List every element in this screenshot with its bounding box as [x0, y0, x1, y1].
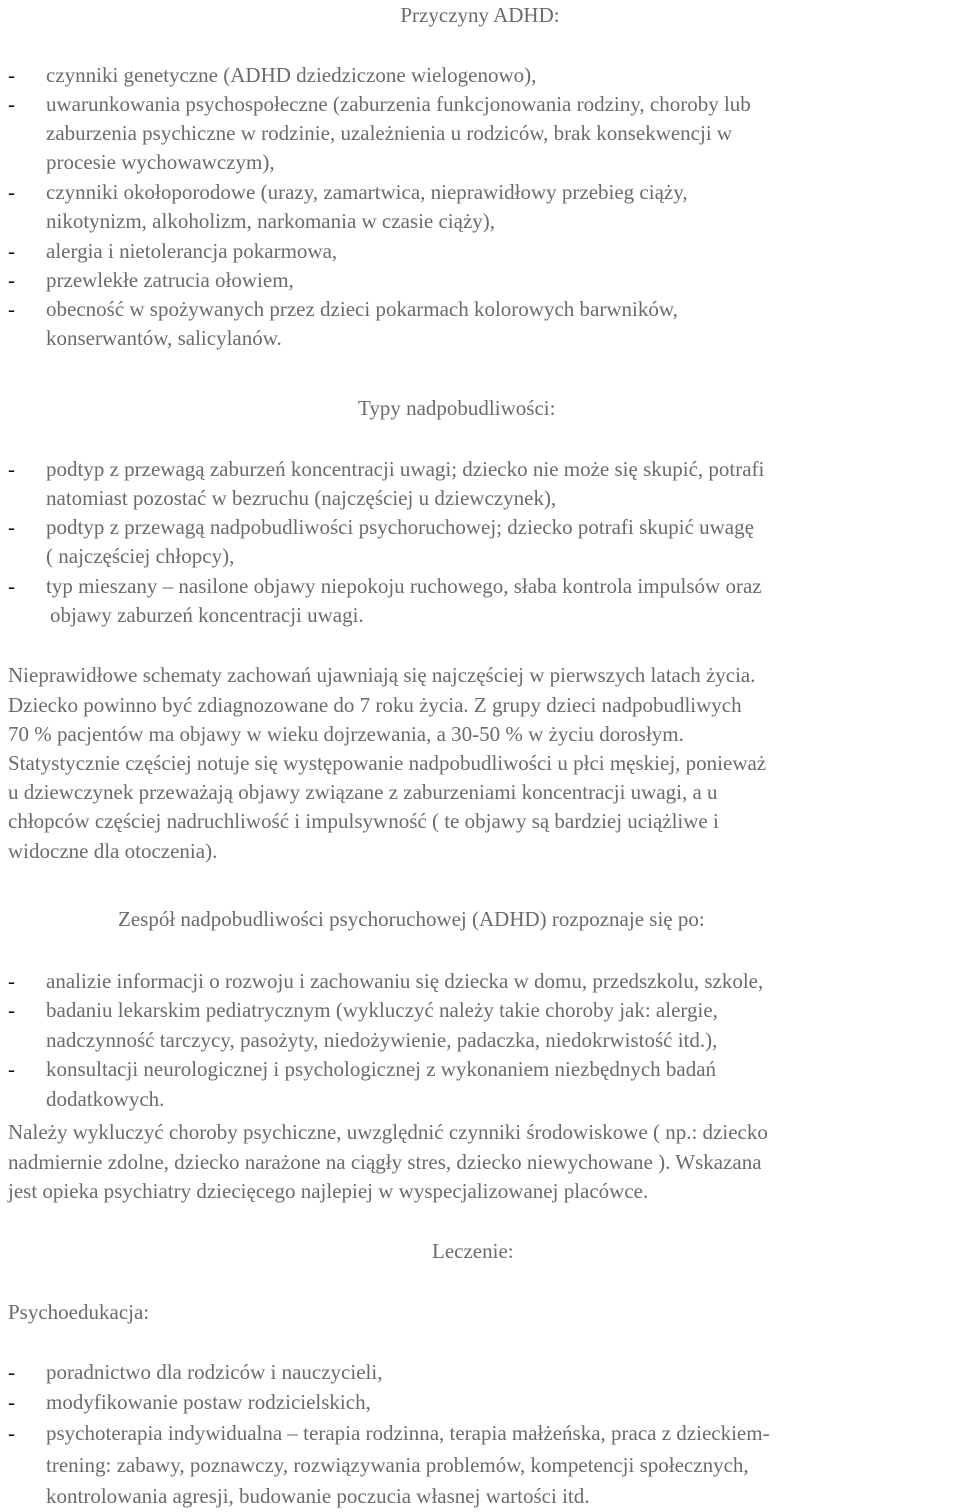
bullet-dash: - [8, 92, 15, 116]
types-paragraph-line: Nieprawidłowe schematy zachowań ujawniają się najczęściej w pierwszych latach życia. [8, 663, 756, 687]
types-item-3: typ mieszany – nasilone objawy niepokoju ruchowego, słaba kontrola impulsów oraz [46, 574, 762, 598]
types-item-1: podtyp z przewagą zaburzeń koncentracji uwagi; dziecko nie może się skupić, potrafi [46, 457, 765, 481]
bullet-dash: - [8, 1360, 15, 1384]
diagnosis-item-3: konsultacji neurologicznej i psychologicznej z wykonaniem niezbędnych badań [46, 1057, 717, 1081]
treatment-subtitle: Psychoedukacja: [8, 1300, 150, 1324]
diagnosis-paragraph-line: nadmiernie zdolne, dziecko narażone na ciągły stres, dziecko niewychowane ). Wskazana [8, 1150, 762, 1174]
bullet-dash: - [8, 1390, 15, 1414]
diagnosis-item-2: badaniu lekarskim pediatrycznym (wykluczyć należy takie choroby jak: alergie, [46, 998, 718, 1022]
bullet-dash: - [8, 457, 15, 481]
bullet-dash: - [8, 239, 15, 263]
treatment-item-1: poradnictwo dla rodziców i nauczycieli, [46, 1360, 383, 1384]
types-item-3-cont: objawy zaburzeń koncentracji uwagi. [50, 603, 364, 627]
causes-item-3-cont: nikotynizm, alkoholizm, narkomania w czasie ciąży), [46, 209, 496, 233]
bullet-dash: - [8, 574, 15, 598]
types-item-1-cont: natomiast pozostać w bezruchu (najczęściej u dziewczynek), [46, 486, 557, 510]
diagnosis-item-1: analizie informacji o rozwoju i zachowaniu się dziecka w domu, przedszkolu, szkole, [46, 969, 764, 993]
types-paragraph-line: Statystycznie częściej notuje się występowanie nadpobudliwości u płci męskiej, ponieważ [8, 751, 767, 775]
bullet-dash: - [8, 297, 15, 321]
types-paragraph-line: 70 % pacjentów ma objawy w wieku dojrzewania, a 30-50 % w życiu dorosłym. [8, 722, 684, 746]
types-paragraph-line: chłopców częściej nadruchliwość i impulsywność ( te objawy są bardziej uciążliwe i [8, 809, 719, 833]
causes-item-6-cont: konserwantów, salicylanów. [46, 326, 282, 350]
bullet-dash: - [8, 1421, 15, 1445]
causes-item-3: czynniki okołoporodowe (urazy, zamartwica, nieprawidłowy przebieg ciąży, [46, 180, 688, 204]
bullet-dash: - [8, 268, 15, 292]
types-paragraph-line: u dziewczynek przeważają objawy związane z zaburzeniami koncentracji uwagi, a u [8, 780, 718, 804]
treatment-item-3: psychoterapia indywidualna – terapia rodzinna, terapia małżeńska, praca z dzieckiem- [46, 1421, 770, 1445]
types-item-2-cont: ( najczęściej chłopcy), [46, 544, 235, 568]
diagnosis-title: Zespół nadpobudliwości psychoruchowej (ADHD) rozpoznaje się po: [118, 907, 705, 931]
bullet-dash: - [8, 63, 15, 87]
causes-item-5: przewlekłe zatrucia ołowiem, [46, 268, 294, 292]
treatment-item-2: modyfikowanie postaw rodzicielskich, [46, 1390, 371, 1414]
diagnosis-item-2-cont: nadczynność tarczycy, pasożyty, niedożywienie, padaczka, niedokrwistość itd.), [46, 1028, 718, 1052]
bullet-dash: - [8, 515, 15, 539]
diagnosis-paragraph-line: Należy wykluczyć choroby psychiczne, uwzględnić czynniki środowiskowe ( np.: dziecko [8, 1120, 768, 1144]
causes-item-4: alergia i nietolerancja pokarmowa, [46, 239, 338, 263]
types-paragraph-line: widoczne dla otoczenia). [8, 839, 218, 863]
bullet-dash: - [8, 1057, 15, 1081]
causes-item-2-cont: procesie wychowawczym), [46, 150, 275, 174]
types-paragraph-line: Dziecko powinno być zdiagnozowane do 7 roku życia. Z grupy dzieci nadpobudliwych [8, 693, 742, 717]
causes-item-2: uwarunkowania psychospołeczne (zaburzenia funkcjonowania rodziny, choroby lub [46, 92, 751, 116]
types-title: Typy nadpobudliwości: [358, 396, 556, 420]
treatment-item-3-cont: trening: zabawy, poznawczy, rozwiązywania problemów, kompetencji społecznych, [46, 1453, 749, 1477]
bullet-dash: - [8, 969, 15, 993]
treatment-item-3-cont: kontrolowania agresji, budowanie poczucia własnej wartości itd. [46, 1484, 590, 1508]
causes-item-6: obecność w spożywanych przez dzieci pokarmach kolorowych barwników, [46, 297, 678, 321]
bullet-dash: - [8, 998, 15, 1022]
diagnosis-paragraph-line: jest opieka psychiatry dziecięcego najlepiej w wyspecjalizowanej placówce. [8, 1179, 649, 1203]
causes-item-1: czynniki genetyczne (ADHD dziedziczone wielogenowo), [46, 63, 537, 87]
treatment-title: Leczenie: [432, 1239, 514, 1263]
causes-title: Przyczyny ADHD: [400, 3, 560, 27]
types-item-2: podtyp z przewagą nadpobudliwości psychoruchowej; dziecko potrafi skupić uwagę [46, 515, 754, 539]
diagnosis-item-3-cont: dodatkowych. [46, 1087, 165, 1111]
causes-item-2-cont: zaburzenia psychiczne w rodzinie, uzależnienia u rodziców, brak konsekwencji w [46, 121, 733, 145]
bullet-dash: - [8, 180, 15, 204]
